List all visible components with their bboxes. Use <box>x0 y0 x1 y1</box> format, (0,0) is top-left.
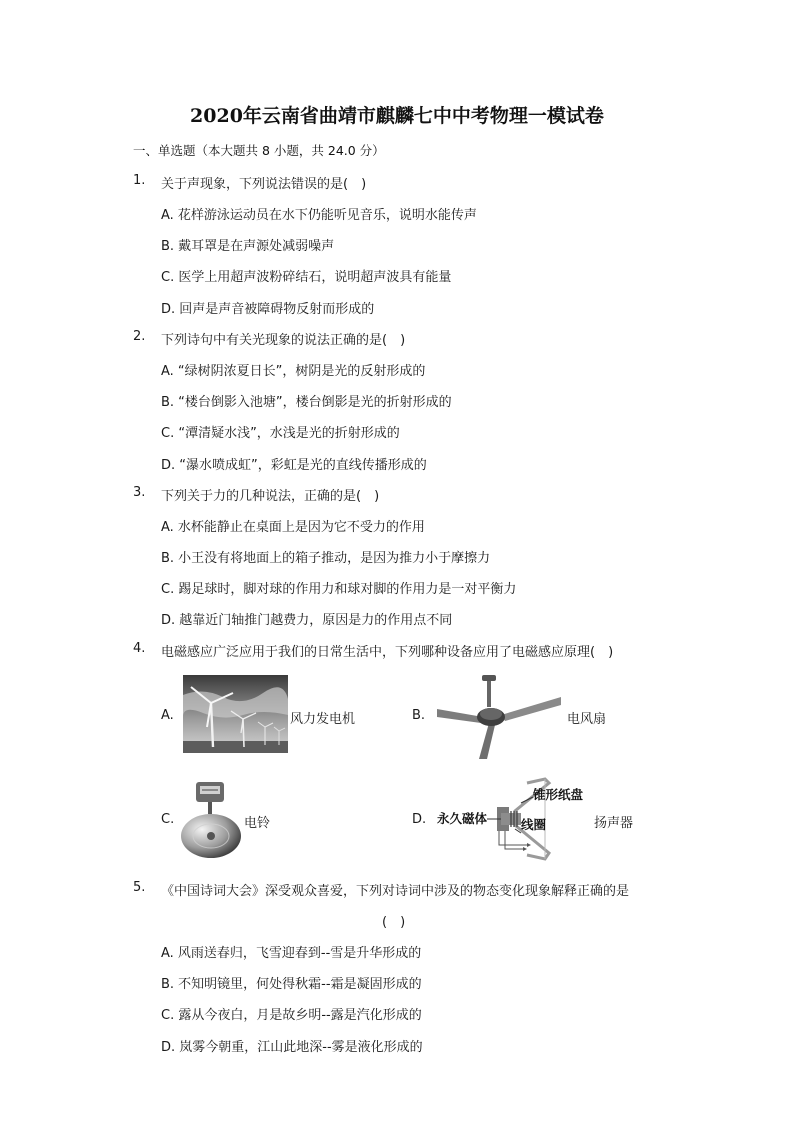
loudspeaker-icon <box>437 777 592 861</box>
coil-label: 线圈 <box>521 817 547 832</box>
option-c-letter: C. <box>161 812 175 827</box>
option-d: D. 岚雾今朝重，江山此地深--雾是液化形成的 <box>161 1040 423 1055</box>
option-c: C. 医学上用超声波粉碎结石，说明超声波具有能量 <box>161 270 452 285</box>
option-d: D. “瀑水喷成虹”，彩虹是光的直线传播形成的 <box>161 458 427 473</box>
option-a-letter: A. <box>161 708 174 723</box>
option-b-label: 电风扇 <box>567 712 607 727</box>
magnet-label: 永久磁体 <box>437 811 488 826</box>
option-c-label: 电铃 <box>244 816 271 831</box>
answer-paren: ( ) <box>382 915 406 930</box>
cone-label: 锥形纸盘 <box>533 787 584 802</box>
question-number: 5. <box>133 880 146 895</box>
option-d: D. 越靠近门轴推门越费力，原因是力的作用点不同 <box>161 613 453 628</box>
option-d-label: 扬声器 <box>594 816 634 831</box>
question-text: 《中国诗词大会》深受观众喜爱，下列对诗词中涉及的物态变化现象解释正确的是 <box>161 884 630 899</box>
option-c: C. “潭清疑水浅”，水浅是光的折射形成的 <box>161 426 400 441</box>
exam-title: 2020年云南省曲靖市麒麟七中中考物理一模试卷 <box>190 105 604 127</box>
option-b: B. 不知明镜里，何处得秋霜--霜是凝固形成的 <box>161 977 422 992</box>
option-b: B. “楼台倒影入池塘”，楼台倒影是光的折射形成的 <box>161 395 452 410</box>
question-text: 下列诗句中有关光现象的说法正确的是( ) <box>161 333 406 348</box>
question-number: 4. <box>133 641 146 656</box>
ceiling-fan-icon <box>435 673 563 761</box>
option-c: C. 露从今夜白，月是故乡明--露是汽化形成的 <box>161 1008 422 1023</box>
option-a-label: 风力发电机 <box>290 712 356 727</box>
option-b: B. 小王没有将地面上的箱子推动，是因为推力小于摩擦力 <box>161 551 491 566</box>
option-a: A. 风雨送春归，飞雪迎春到--雪是升华形成的 <box>161 946 422 961</box>
question-text: 下列关于力的几种说法，正确的是( ) <box>161 489 380 504</box>
question-text: 电磁感应广泛应用于我们的日常生活中，下列哪种设备应用了电磁感应原理( ) <box>161 645 614 660</box>
wind-turbine-icon <box>183 675 288 753</box>
electric-bell-icon <box>178 780 244 860</box>
option-b-letter: B. <box>412 708 426 723</box>
question-text: 关于声现象，下列说法错误的是( ) <box>161 177 367 192</box>
option-b: B. 戴耳罩是在声源处减弱噪声 <box>161 239 335 254</box>
option-a: A. “绿树阴浓夏日长”，树阴是光的反射形成的 <box>161 364 426 379</box>
option-d-letter: D. <box>412 812 427 827</box>
option-a: A. 花样游泳运动员在水下仍能听见音乐，说明水能传声 <box>161 208 477 223</box>
option-d: D. 回声是声音被障碍物反射而形成的 <box>161 302 375 317</box>
question-number: 1. <box>133 173 146 188</box>
option-c: C. 踢足球时，脚对球的作用力和球对脚的作用力是一对平衡力 <box>161 582 517 597</box>
question-number: 3. <box>133 485 146 500</box>
question-number: 2. <box>133 329 146 344</box>
option-a: A. 水杯能静止在桌面上是因为它不受力的作用 <box>161 520 425 535</box>
section-heading: 一、单选题（本大题共 8 小题，共 24.0 分） <box>133 143 385 158</box>
